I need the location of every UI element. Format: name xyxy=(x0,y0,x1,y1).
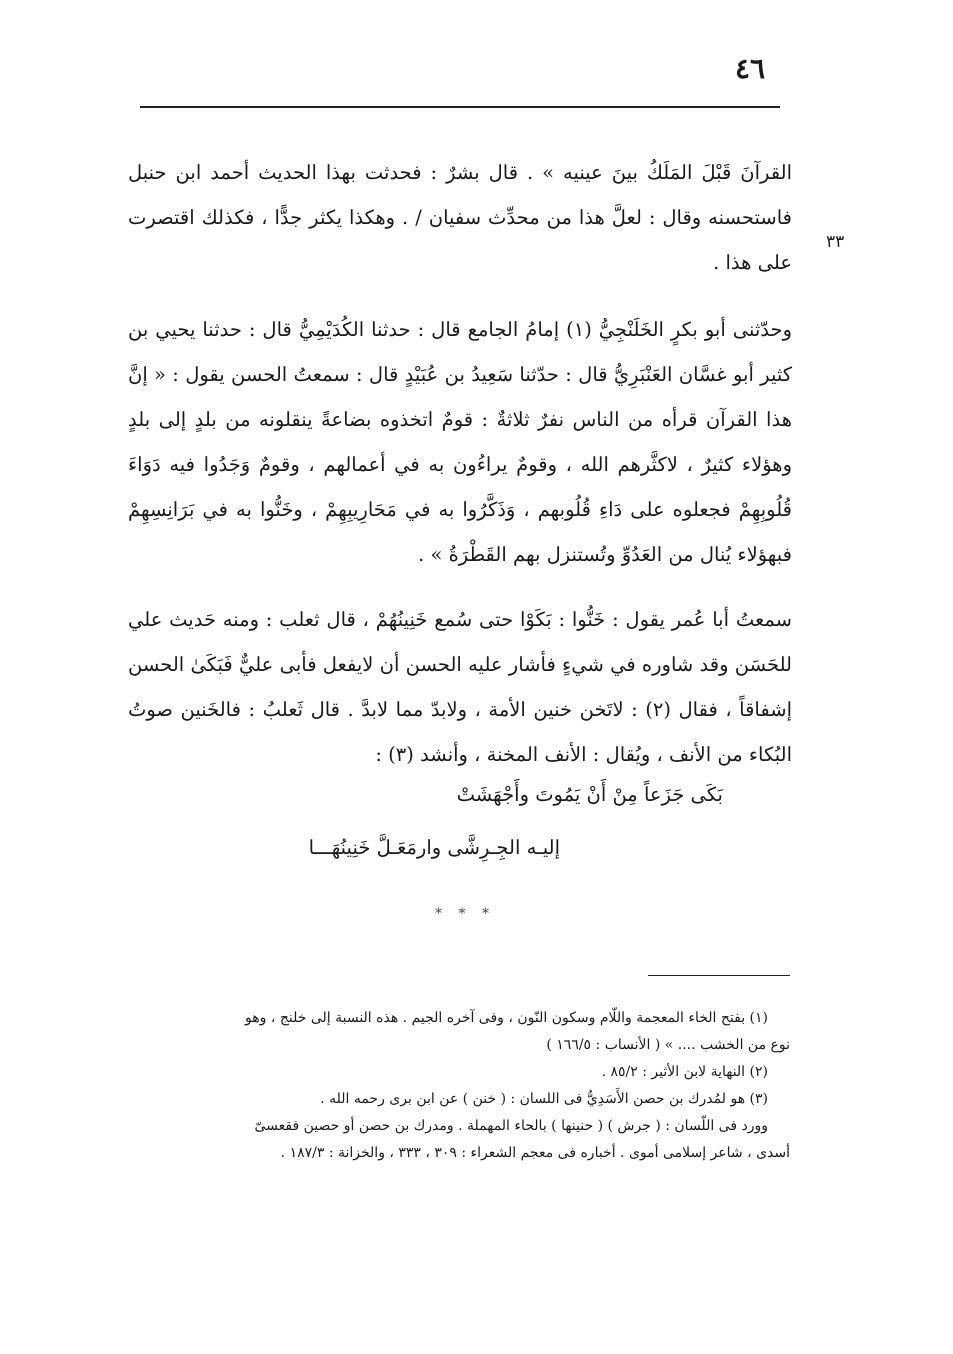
paragraph-3 xyxy=(128,597,792,777)
footnote-3-line-3: أسدى ، شاعر إسلامى أموى . أخباره فى معجم الشعراء : ٣٠٩ ، ٣٣٣ ، والخزانة : ١٨٧/٣ . xyxy=(280,1145,790,1161)
verse-line-1: بَكَى جَزَعاً مِنْ أَنْ يَمُوتَ وأَجْهَشَتْ xyxy=(456,783,723,806)
footnote-3-line-1: (٣) هو لمُدرك بن حصن الأَسَدِيُّ فى اللسان : ( خنن ) عن ابن برى رحمه الله . xyxy=(320,1091,768,1107)
page-number: ٤٦ xyxy=(734,52,766,85)
verse-line-2: إليـه الجِـرِشَّى وارمَعَـلَّ خَنِينُهَـــا xyxy=(308,836,560,859)
footnote-rule xyxy=(648,975,790,976)
paragraph-3-text: سمعتُ أبا عُمر يقول : خَنُّوا : بَكَوْا حتى سُمع خَنِينُهُمْ ، قال ثعلب : ومنه حَديث علي للحَسَن وقد شاوره في شيءٍ فأشار عليه الحسن أن لايفعل فأبى عليٌّ فَبَكَىٰ الحسن إشفاقاً ، فقال (٢) : لاتَخن خنين الأمة ، ولابدّ مما لابدَّ . قال ثَعلبُ : فالخَنين صوتُ البُكاء من الأنف ، ويُقال : الأنف المخنة ، وأنشد (٣) : xyxy=(128,608,792,766)
paragraph-1-text: القرآنَ قَبْلَ المَلَكُ بينَ عينيه » . قال بشرٌ : فحدثت بهذا الحديث أحمد ابن حنبل فاستحسنه وقال : لعلَّ هذا من محدِّث سفيان / . وهكذا يكثر جدًّا ، فكذلك اقتصرت على هذا . xyxy=(128,161,792,274)
footnote-1-line-1: (١) بفتح الخاء المعجمة واللّام وسكون النّون ، وفى آخره الجيم . هذه النسبة إلى خلنج ، وهو xyxy=(245,1010,768,1026)
footnote-1-line-2: نوع من الخشب .... » ( الأنساب : ١٦٦/٥ ) xyxy=(546,1037,790,1053)
paragraph-1 xyxy=(128,150,792,285)
paragraph-2 xyxy=(128,307,792,577)
header-rule xyxy=(140,106,780,108)
paragraph-2-text: وحدّثنى أبو بكرٍ الخَلَنْجِيُّ (١) إمامُ الجامع قال : حدثنا الكُدَيْمِيُّ قال : حدثنا يحيي بن كثير أبو غسَّان العَنْبَرِيُّ قال : حدّثنا سَعِيدُ بن عُبَيْدٍ قال : سمعتُ الحسن يقول : « إنَّ هذا القرآن قرأه من الناس نفرٌ ثلاثةٌ : قومٌ اتخذوه بضاعةً ينقلونه من بلدٍ إلى بلدٍ وهؤلاء كثيرٌ ، لاكثَّرهم الله ، وقومٌ يراءُون به في أعمالهم ، وقومٌ وَجَدُوا فيه دَوَاءَ قُلُوبِهِمْ فجعلوه على دَاءِ قُلُوبهم ، وَذَكَّرُوا به في مَحَارِيبِهِمْ ، وخَنُّوا به في بَرَانِسِهِمْ فبهؤلاء يُنال من العَدُوِّ وتُستنزل بهم القَطْرَةُ » . xyxy=(128,318,792,566)
footnotes xyxy=(130,1005,790,1167)
footnote-3-line-2: وورد فى اللّسان : ( جرش ) ( حنينها ) بالحاء المهملة . ومدرك بن حصن أو حصين فقعسىّ xyxy=(254,1118,768,1134)
footnote-2: (٢) النهاية لابن الأثير : ٨٥/٢ . xyxy=(601,1064,768,1080)
section-separator: * * * xyxy=(435,906,495,922)
margin-page-marker: ٣٣ xyxy=(826,232,845,252)
